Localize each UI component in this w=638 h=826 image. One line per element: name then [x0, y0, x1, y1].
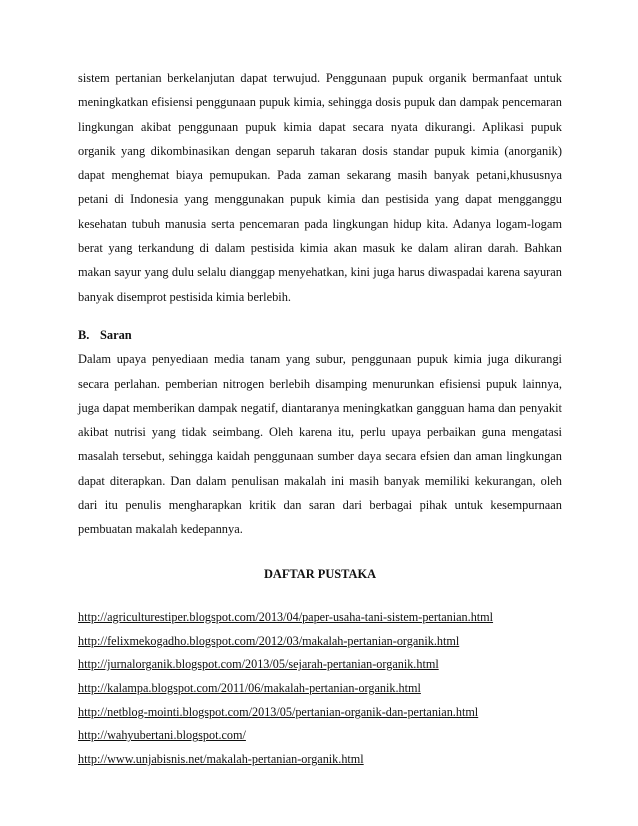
reference-link[interactable]: http://jurnalorganik.blogspot.com/2013/05/sejarah-pertanian-organik.html — [78, 657, 439, 672]
reference-link[interactable]: http://www.unjabisnis.net/makalah-pertanian-organik.html — [78, 752, 364, 767]
reference-item — [78, 748, 562, 772]
saran-heading-number: B. — [78, 327, 90, 342]
saran-heading-text: Saran — [100, 327, 132, 342]
reference-link[interactable]: http://wahyubertani.blogspot.com/ — [78, 728, 246, 743]
reference-item — [78, 677, 562, 701]
saran-heading — [78, 323, 562, 347]
reference-link[interactable]: http://felixmekogadho.blogspot.com/2012/03/makalah-pertanian-organik.html — [78, 633, 460, 648]
reference-item — [78, 606, 562, 630]
saran-paragraph: Dalam upaya penyediaan media tanam yang subur, penggunaan pupuk kimia juga dikurangi secara perlahan. pemberian nitrogen berlebih disamping menurunkan efisiensi pupuk lainnya, juga dapat memberikan dampak negatif, diantaranya meningkatkan gangguan hama dan penyakit akibat nutrisi yang tidak seimbang. Oleh karena itu, perlu upaya perbaikan guna mengatasi masalah tersebut, sehingga kaidah penggunaan sumber daya secara efsien dan aman lingkungan dapat diterapkan. Dan dalam penulisan makalah ini masih banyak memiliki kekurangan, oleh dari itu penulis mengharapkan kritik dan saran dari berbagai pihak untuk kesempurnaan pembuatan makalah kedepannya. — [78, 352, 562, 537]
reference-link[interactable]: http://netblog-mointi.blogspot.com/2013/05/pertanian-organik-dan-pertanian.html — [78, 704, 479, 719]
document-page — [78, 66, 562, 772]
reference-link[interactable]: http://kalampa.blogspot.com/2011/06/makalah-pertanian-organik.html — [78, 681, 421, 696]
reference-item — [78, 630, 562, 654]
reference-list — [78, 606, 562, 772]
daftar-pustaka-title: DAFTAR PUSTAKA — [263, 566, 377, 581]
reference-link[interactable]: http://agriculturestiper.blogspot.com/2013/04/paper-usaha-tani-sistem-pertanian.html — [78, 609, 494, 624]
reference-item — [78, 653, 562, 677]
conclusion-paragraph: sistem pertanian berkelanjutan dapat terwujud. Penggunaan pupuk organik bermanfaat untuk meningkatkan efisiensi penggunaan pupuk kimia, sehingga dosis pupuk dan dampak pencemaran lingkungan akibat penggunaan pupuk kimia dapat secara nyata dikurangi. Aplikasi pupuk organik yang dikombinasikan dengan separuh takaran dosis standar pupuk kimia (anorganik) dapat menghemat biaya pemupukan. Pada zaman sekarang masih banyak petani,khususnya petani di Indonesia yang menggunakan pupuk kimia dan pestisida yang dapat mengganggu kesehatan tubuh manusia serta pencemaran pada lingkungan hidup kita. Adanya logam-logam berat yang terkandung di dalam pestisida kimia akan masuk ke dalam aliran darah. Bahkan makan sayur yang dulu selalu dianggap menyehatkan, kini juga harus diwaspadai karena sayuran banyak disemprot pestisida kimia berlebih. — [78, 71, 562, 304]
reference-item — [78, 724, 562, 748]
reference-item — [78, 701, 562, 725]
